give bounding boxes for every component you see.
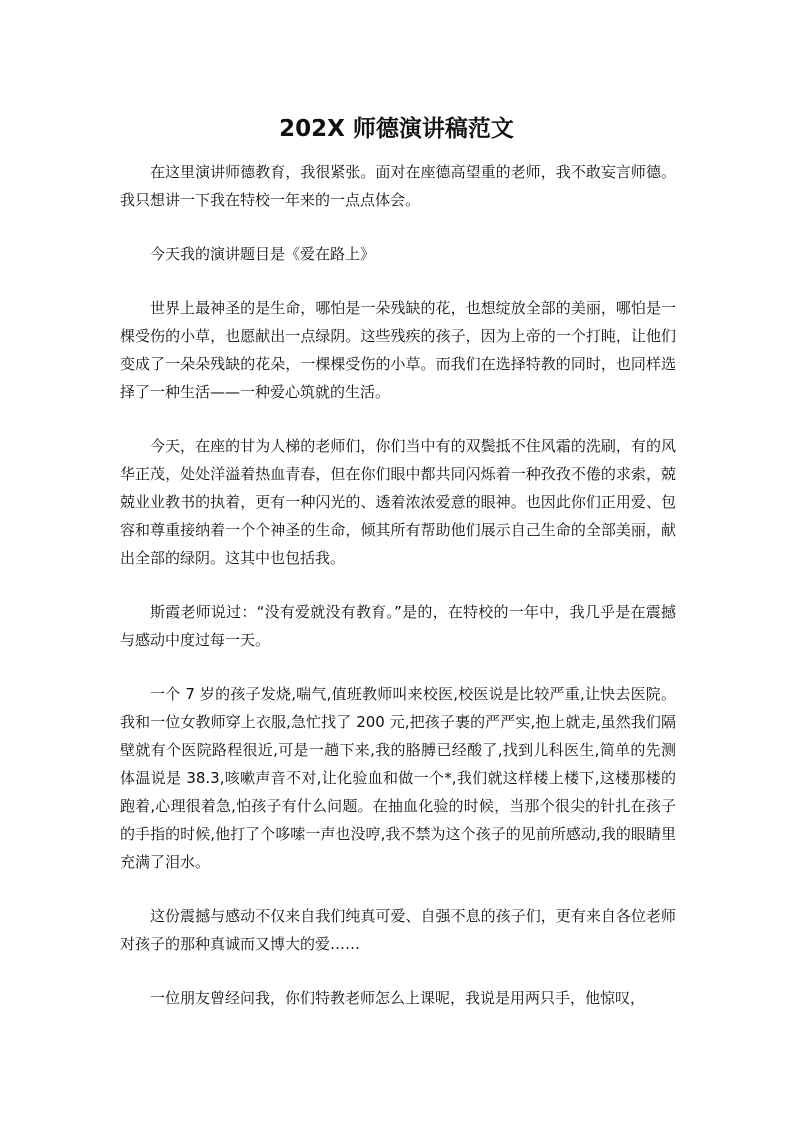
paragraph: 今天我的演讲题目是《爱在路上》 <box>150 245 376 263</box>
paragraph: 这份震撼与感动不仅来自我们纯真可爱、自强不息的孩子们，更有来自各位老师对孩子的那种真诚而又博大的爱…… <box>120 907 676 953</box>
document-title: 202X 师德演讲稿范文 <box>279 116 514 142</box>
document-body <box>120 158 676 1012</box>
paragraph: 斯霞老师说过：“没有爱就没有教育。”是的，在特校的一年中，我几乎是在震撼与感动中度过每一天。 <box>120 603 676 649</box>
paragraph: 一个 7 岁的孩子发烧,喘气,值班教师叫来校医,校医说是比较严重,让快去医院。我和一位女教师穿上衣服,急忙找了 200 元,把孩子裹的严严实,抱上就走,虽然我们隔壁就有个医院路程很近,可是一趟下来,我的胳膊已经酸了,找到儿科医生,简单的先测体温说是 38.3,咳嗽声音不对,让化验血和做一个*,我们就这样楼上楼下,这楼那楼的跑着,心理很着急,怕孩子有什么问题。在抽血化验的时候，当那个很尖的针扎在孩子的手指的时候,他打了个哆嗦一声也没哼,我不禁为这个孩子的见前所感动,我的眼睛里充满了泪水。 <box>120 685 676 871</box>
paragraph: 世界上最神圣的是生命，哪怕是一朵残缺的花，也想绽放全部的美丽，哪怕是一棵受伤的小草，也愿献出一点绿阴。这些残疾的孩子，因为上帝的一个打盹，让他们变成了一朵朵残缺的花朵，一棵棵受伤的小草。而我们在选择特教的同时，也同样选择了一种生活——一种爱心筑就的生活。 <box>120 299 676 401</box>
paragraph: 一位朋友曾经问我，你们特教老师怎么上课呢，我说是用两只手，他惊叹， <box>150 989 646 1007</box>
paragraph: 在这里演讲师德教育，我很紧张。面对在座德高望重的老师，我不敢妄言师德。我只想讲一下我在特校一年来的一点点体会。 <box>120 163 676 209</box>
paragraph: 今天，在座的甘为人梯的老师们，你们当中有的双鬓抵不住风霜的洗刷，有的风华正茂，处处洋溢着热血青春，但在你们眼中都共同闪烁着一种孜孜不倦的求索，兢兢业业教书的执着，更有一种闪光的、透着浓浓爱意的眼神。也因此你们正用爱、包容和尊重接纳着一个个神圣的生命，倾其所有帮助他们展示自己生命的全部美丽，献出全部的绿阴。这其中也包括我。 <box>120 437 676 567</box>
